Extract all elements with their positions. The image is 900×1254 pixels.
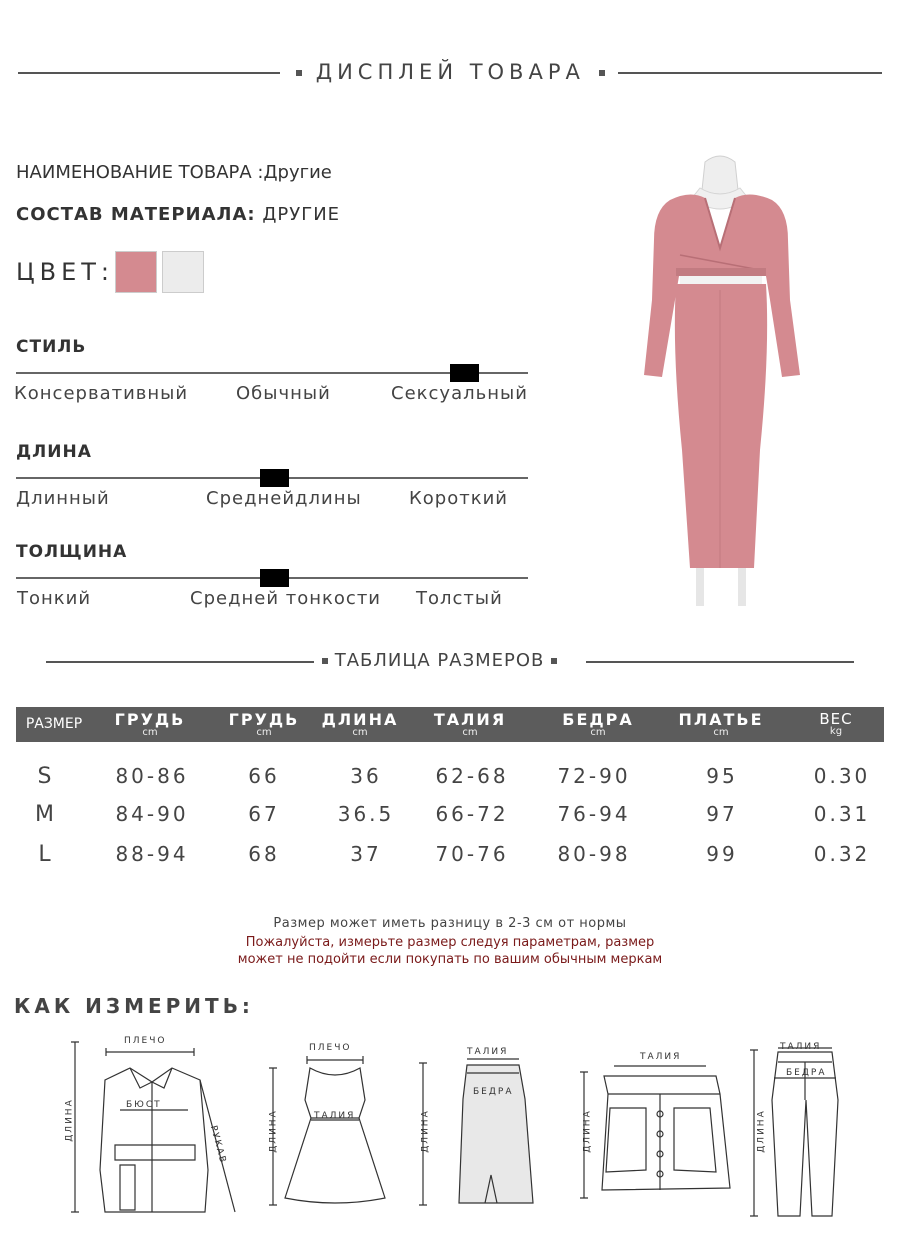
product-name-label: НАИМЕНОВАНИЕ ТОВАРА : [16, 162, 264, 183]
cell-size: S [37, 764, 55, 789]
col-length: ДЛИНА cm [321, 710, 399, 738]
thickness-title: ТОЛЩИНА [16, 542, 128, 562]
length-label-medium: Среднейдлины [206, 488, 362, 509]
cell-weight: 0.32 [813, 842, 871, 866]
size-table-header [16, 707, 884, 742]
jacket-bust-label: БЮСТ [126, 1100, 162, 1110]
thickness-label-thin: Тонкий [17, 588, 92, 609]
skirt-hips-label: БЕДРА [473, 1087, 514, 1097]
cell-weight: 0.30 [813, 764, 871, 788]
color-label: ЦВЕТ: [16, 258, 115, 286]
product-name [16, 162, 332, 183]
size-table-title-text: ТАБЛИЦА РАЗМЕРОВ [334, 650, 545, 671]
style-label-conservative: Консервативный [14, 383, 189, 404]
cell-waist: 66-72 [435, 802, 509, 826]
cell-chest-2: 67 [248, 802, 280, 826]
material [16, 204, 340, 225]
material-label: СОСТАВ МАТЕРИАЛА: [16, 204, 256, 225]
style-title: СТИЛЬ [16, 337, 87, 357]
dress-waist-label: ТАЛИЯ [314, 1111, 356, 1121]
header-title-text: ДИСПЛЕЙ ТОВАРА [315, 60, 585, 84]
cell-hips: 76-94 [557, 802, 631, 826]
cell-size: M [35, 802, 57, 827]
length-label-long: Длинный [16, 488, 110, 509]
length-marker [260, 469, 289, 487]
cell-waist: 70-76 [435, 842, 509, 866]
thickness-label-thick: Толстый [416, 588, 503, 609]
warning-line-2: может не подойти если покупать по вашим обычным меркам [237, 952, 663, 967]
cell-chest-2: 66 [248, 764, 280, 788]
size-table-rule-left [46, 661, 314, 663]
cell-dress: 95 [706, 764, 738, 788]
dress-shoulder-label: ПЛЕЧО [309, 1043, 352, 1053]
shorts-length-label: ДЛИНА [582, 1109, 593, 1153]
cell-chest-2: 68 [248, 842, 280, 866]
col-size: РАЗМЕР [25, 716, 83, 732]
how-to-measure-title: КАК ИЗМЕРИТЬ: [14, 994, 254, 1018]
material-value: ДРУГИЕ [262, 204, 341, 225]
jacket-length-label: ДЛИНА [64, 1098, 75, 1142]
pants-waist-label: ТАЛИЯ [780, 1042, 822, 1052]
skirt-waist-label: ТАЛИЯ [467, 1047, 509, 1057]
thickness-marker [260, 569, 289, 587]
skirt-length-label: ДЛИНА [420, 1109, 431, 1153]
cell-dress: 99 [706, 842, 738, 866]
jacket-shoulder-label: ПЛЕЧО [124, 1036, 167, 1046]
title-bullet-right [599, 70, 605, 76]
cell-dress: 97 [706, 802, 738, 826]
skirt-diagram [415, 1055, 545, 1215]
jacket-sleeve-label: РУКАВ [207, 1124, 228, 1166]
col-chest-1: ГРУДЬ cm [114, 710, 186, 738]
cell-size: L [38, 842, 54, 867]
col-weight: ВЕС kg [819, 710, 853, 737]
product-photo [610, 150, 830, 610]
size-table-title [322, 650, 557, 671]
cell-chest-1: 80-86 [115, 764, 189, 788]
header-title [296, 60, 605, 84]
header-rule-right [618, 72, 882, 74]
header-rule-left [18, 72, 280, 74]
cell-length: 36.5 [337, 802, 395, 826]
pants-length-label: ДЛИНА [756, 1109, 767, 1153]
style-marker [450, 364, 479, 382]
pants-hips-label: БЕДРА [786, 1068, 827, 1078]
thickness-label-medium: Средней тонкости [190, 588, 382, 609]
mannequin-stand [696, 568, 746, 606]
dress-diagram [265, 1050, 395, 1210]
cell-hips: 80-98 [557, 842, 631, 866]
size-table-rule-right [586, 661, 854, 663]
cell-chest-1: 84-90 [115, 802, 189, 826]
col-hips: БЕДРА cm [562, 710, 634, 738]
style-label-casual: Обычный [236, 383, 331, 404]
length-label-short: Короткий [409, 488, 508, 509]
color-swatch-pink[interactable] [115, 251, 157, 293]
size-note: Размер может иметь разницу в 2-3 см от нормы [273, 916, 627, 931]
size-title-bullet-right [551, 658, 557, 664]
shorts-waist-label: ТАЛИЯ [640, 1052, 682, 1062]
cell-hips: 72-90 [557, 764, 631, 788]
style-label-sexy: Сексуальный [391, 383, 528, 404]
col-waist: ТАЛИЯ cm [433, 710, 507, 738]
cell-waist: 62-68 [435, 764, 509, 788]
cell-weight: 0.31 [813, 802, 871, 826]
cell-length: 36 [350, 764, 382, 788]
length-title: ДЛИНА [16, 442, 92, 462]
size-title-bullet-left [322, 658, 328, 664]
cell-length: 37 [350, 842, 382, 866]
pink-pencil-skirt [675, 284, 767, 568]
shorts-diagram [580, 1060, 740, 1210]
title-bullet-left [296, 70, 302, 76]
cell-chest-1: 88-94 [115, 842, 189, 866]
product-name-value: Другие [263, 162, 332, 183]
color-swatch-white[interactable] [162, 251, 204, 293]
col-chest-2: ГРУДЬ cm [228, 710, 300, 738]
warning-line-1: Пожалуйста, измерьте размер следуя параметрам, размер [245, 935, 655, 950]
dress-length-label: ДЛИНА [268, 1109, 279, 1153]
col-dress: ПЛАТЬЕ cm [678, 710, 764, 738]
